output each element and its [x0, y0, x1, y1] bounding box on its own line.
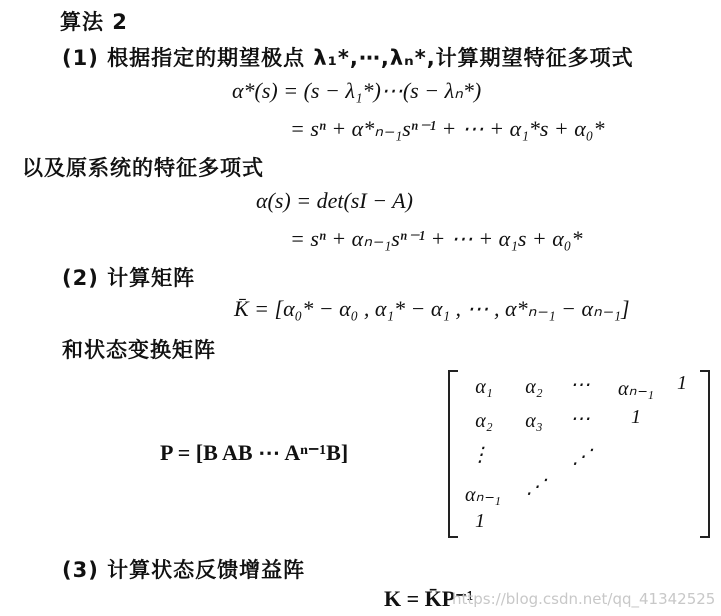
step-3-text: (3) 计算状态反馈增益阵	[62, 558, 306, 582]
matrix-cell: α₂	[475, 410, 493, 432]
original-polynomial-line1: α(s) = det(sI − A)	[256, 188, 413, 213]
algorithm-heading: 算法 2	[60, 10, 128, 34]
matrix-cell: αₙ₋₁	[465, 484, 501, 506]
matrix-cell: 1	[631, 406, 641, 428]
original-polynomial-line2: = sⁿ + αₙ₋₁sⁿ⁻¹ + ⋯ + α₁s + α₀*	[290, 226, 583, 251]
matrix-left-bracket	[448, 370, 458, 538]
matrix-cell: 1	[677, 372, 687, 394]
step-1-text: (1) 根据指定的期望极点 λ₁*,⋯,λₙ*,计算期望特征多项式	[62, 46, 634, 70]
k-bar-equation: K̄ = [α₀* − α₀ , α₁* − α₁ , ⋯ , α*ₙ₋₁ − αₙ₋₁]	[234, 296, 630, 321]
gain-equation: K = K̄P⁻¹	[384, 586, 474, 611]
desired-polynomial-line2: = sⁿ + α*ₙ₋₁sⁿ⁻¹ + ⋯ + α₁*s + α₀*	[290, 116, 605, 141]
matrix-cell: α₁	[475, 376, 493, 398]
matrix-cell: 1	[475, 510, 485, 532]
desired-polynomial-line1: α*(s) = (s − λ₁*)⋯(s − λₙ*)	[232, 78, 482, 103]
matrix-cell: α₂	[525, 376, 543, 398]
matrix-cell: ⋰	[526, 476, 546, 498]
matrix-cell: ⋯	[570, 374, 590, 396]
matrix-right-bracket	[700, 370, 710, 538]
step-2-text: (2) 计算矩阵	[62, 266, 196, 290]
p-matrix-lhs: P = [B AB ⋯ Aⁿ⁻¹B]	[160, 440, 349, 465]
matrix-cell: ⋮	[470, 444, 490, 466]
matrix-cell: αₙ₋₁	[618, 378, 654, 400]
hankel-matrix	[448, 370, 710, 538]
watermark: https://blog.csdn.net/qq_41342525	[452, 590, 716, 608]
transform-matrix-text: 和状态变换矩阵	[62, 338, 216, 362]
matrix-cell: ⋰	[572, 446, 592, 468]
original-system-text: 以及原系统的特征多项式	[22, 156, 264, 180]
matrix-cell: α₃	[525, 410, 543, 432]
matrix-cell: ⋯	[570, 408, 590, 430]
